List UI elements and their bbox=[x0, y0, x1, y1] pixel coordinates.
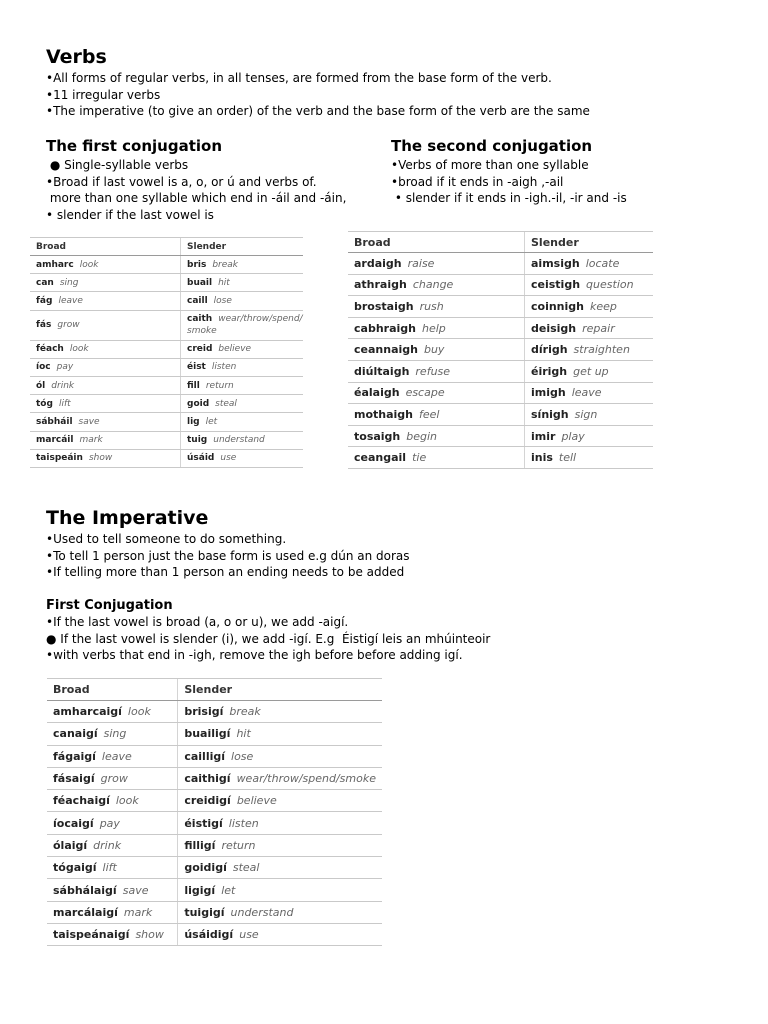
broad-cell bbox=[348, 447, 525, 469]
note-line: ● Single-syllable verbs bbox=[46, 158, 189, 172]
note-line: •Broad if last vowel is a, o, or ú and verbs of. bbox=[46, 174, 317, 189]
irish-verb: aimsigh bbox=[531, 256, 580, 270]
irish-verb: sábhálaigí bbox=[53, 883, 117, 897]
english-gloss: tell bbox=[558, 451, 577, 465]
table-header-row bbox=[47, 679, 382, 701]
irish-verb: caithigí bbox=[184, 772, 231, 786]
english-gloss: look bbox=[127, 705, 151, 719]
english-gloss: drink bbox=[93, 838, 122, 852]
slender-cell bbox=[525, 253, 654, 275]
slender-cell bbox=[181, 449, 304, 467]
slender-cell bbox=[178, 723, 382, 745]
broad-cell bbox=[47, 767, 178, 789]
table-row bbox=[47, 923, 382, 945]
table-row bbox=[47, 767, 382, 789]
irish-verb: ólaigí bbox=[53, 838, 88, 852]
slender-cell bbox=[178, 745, 382, 767]
english-gloss: mark bbox=[123, 905, 153, 919]
column-header-slender: Slender bbox=[181, 238, 304, 256]
imperative-subheading: First Conjugation bbox=[46, 598, 173, 613]
slender-cell bbox=[181, 413, 304, 431]
note-line: more than one syllable which end in -áil and -áin, bbox=[46, 191, 347, 205]
english-gloss: break bbox=[212, 259, 239, 270]
irish-verb: sínigh bbox=[531, 407, 569, 421]
slender-cell bbox=[181, 310, 304, 340]
first-conjugation-heading: The first conjugation bbox=[46, 137, 222, 155]
english-gloss: lift bbox=[102, 861, 117, 875]
irish-verb: tuigigí bbox=[184, 905, 225, 919]
broad-cell bbox=[348, 317, 525, 339]
irish-verb: athraigh bbox=[354, 278, 407, 292]
second-conjugation-heading: The second conjugation bbox=[391, 137, 593, 155]
irish-verb: goid bbox=[187, 398, 210, 409]
bullet-line: •Used to tell someone to do something. bbox=[46, 532, 287, 546]
slender-cell bbox=[178, 901, 382, 923]
broad-cell bbox=[47, 901, 178, 923]
irish-verb: éalaigh bbox=[354, 386, 400, 400]
english-gloss: get up bbox=[573, 364, 609, 378]
english-gloss: sing bbox=[59, 277, 79, 288]
slender-cell bbox=[525, 317, 654, 339]
broad-cell bbox=[348, 274, 525, 296]
irish-verb: marcáil bbox=[36, 435, 74, 446]
broad-cell bbox=[47, 745, 178, 767]
broad-cell bbox=[30, 256, 181, 274]
slender-cell bbox=[525, 382, 654, 404]
table-row bbox=[348, 447, 653, 469]
table-row bbox=[348, 317, 653, 339]
english-gloss: use bbox=[220, 453, 237, 464]
irish-verb: coinnigh bbox=[531, 299, 584, 313]
broad-cell bbox=[348, 360, 525, 382]
english-gloss: understand bbox=[213, 435, 265, 446]
table-row bbox=[30, 431, 303, 449]
table-row bbox=[47, 723, 382, 745]
second-conjugation-notes bbox=[391, 157, 627, 207]
table-row bbox=[30, 340, 303, 358]
irish-verb: ól bbox=[36, 380, 46, 391]
irish-verb: tóg bbox=[36, 398, 53, 409]
irish-verb: canaigí bbox=[53, 727, 98, 741]
first-conjugation-notes bbox=[46, 157, 346, 223]
broad-cell bbox=[30, 449, 181, 467]
irish-verb: inis bbox=[531, 451, 553, 465]
slender-cell bbox=[178, 790, 382, 812]
irish-verb: marcálaigí bbox=[53, 905, 118, 919]
table-row bbox=[348, 339, 653, 361]
slender-cell bbox=[178, 923, 382, 945]
broad-cell bbox=[30, 340, 181, 358]
irish-verb: imigh bbox=[531, 386, 566, 400]
english-gloss: leave bbox=[571, 386, 602, 400]
irish-verb: buail bbox=[187, 277, 213, 288]
table-header-row bbox=[348, 232, 653, 253]
irish-verb: goidigí bbox=[184, 861, 227, 875]
english-gloss: save bbox=[78, 416, 100, 427]
english-gloss: believe bbox=[236, 794, 277, 808]
english-gloss: buy bbox=[423, 343, 445, 357]
table-row bbox=[30, 358, 303, 376]
english-gloss: let bbox=[221, 883, 236, 897]
broad-cell bbox=[348, 382, 525, 404]
irish-verb: éist bbox=[187, 362, 206, 373]
broad-cell bbox=[348, 339, 525, 361]
rule-line: ● If the last vowel is slender (i), we add -igí. E.g Éistigí leis an mhúinteoir bbox=[46, 631, 491, 646]
irish-verb: íoc bbox=[36, 362, 51, 373]
slender-cell bbox=[525, 274, 654, 296]
english-gloss: listen bbox=[211, 362, 237, 373]
bullet-line: •If telling more than 1 person an ending needs to be added bbox=[46, 565, 405, 579]
irish-verb: úsáidigí bbox=[184, 928, 234, 942]
table-row bbox=[30, 310, 303, 340]
slender-cell bbox=[181, 395, 304, 413]
english-gloss: grow bbox=[100, 772, 128, 786]
table-row bbox=[47, 857, 382, 879]
bullet-line: •The imperative (to give an order) of the verb and the base form of the verb are the same bbox=[46, 104, 590, 118]
english-gloss: feel bbox=[419, 407, 440, 421]
english-gloss: grow bbox=[57, 320, 80, 331]
english-gloss: use bbox=[239, 928, 259, 942]
slender-cell bbox=[181, 340, 304, 358]
english-gloss: rush bbox=[419, 299, 444, 313]
slender-cell bbox=[178, 857, 382, 879]
english-gloss: break bbox=[229, 705, 261, 719]
slender-cell bbox=[181, 274, 304, 292]
table-row bbox=[47, 790, 382, 812]
english-gloss: look bbox=[115, 794, 139, 808]
table-row bbox=[30, 256, 303, 274]
table-row bbox=[348, 274, 653, 296]
rule-line: •with verbs that end in -igh, remove the igh before before adding igí. bbox=[46, 648, 463, 662]
english-gloss: wear/throw/spend/ smoke bbox=[187, 314, 303, 337]
english-gloss: steal bbox=[215, 398, 237, 409]
irish-verb: bris bbox=[187, 259, 207, 270]
table-row bbox=[348, 296, 653, 318]
irish-verb: ardaigh bbox=[354, 256, 402, 270]
irish-verb: brisigí bbox=[184, 705, 224, 719]
irish-verb: ceangail bbox=[354, 451, 407, 465]
english-gloss: lose bbox=[213, 295, 232, 306]
english-gloss: locate bbox=[585, 256, 620, 270]
broad-cell bbox=[47, 857, 178, 879]
english-gloss: change bbox=[412, 278, 454, 292]
slender-cell bbox=[525, 339, 654, 361]
english-gloss: let bbox=[205, 416, 218, 427]
irish-verb: tuig bbox=[187, 435, 208, 446]
broad-cell bbox=[348, 296, 525, 318]
table-row bbox=[348, 253, 653, 275]
irish-verb: cailligí bbox=[184, 749, 226, 763]
column-header-broad: Broad bbox=[348, 232, 525, 253]
english-gloss: sign bbox=[574, 407, 598, 421]
note-line: •Verbs of more than one syllable bbox=[391, 158, 589, 172]
slender-cell bbox=[178, 701, 382, 723]
broad-cell bbox=[47, 790, 178, 812]
broad-cell bbox=[348, 425, 525, 447]
irish-verb: amharc bbox=[36, 259, 74, 270]
broad-cell bbox=[47, 923, 178, 945]
irish-verb: fás bbox=[36, 320, 52, 331]
table-row bbox=[348, 404, 653, 426]
irish-verb: ceistigh bbox=[531, 278, 581, 292]
english-gloss: wear/throw/spend/smoke bbox=[236, 772, 376, 786]
imperative-heading: The Imperative bbox=[46, 507, 209, 529]
bullet-line: •To tell 1 person just the base form is used e.g dún an doras bbox=[46, 548, 410, 563]
irish-verb: éirigh bbox=[531, 364, 568, 378]
irish-verb: taispeáin bbox=[36, 453, 83, 464]
broad-cell bbox=[47, 812, 178, 834]
irish-verb: úsáid bbox=[187, 453, 215, 464]
slender-cell bbox=[178, 879, 382, 901]
table-row bbox=[30, 395, 303, 413]
english-gloss: show bbox=[88, 453, 113, 464]
irish-verb: fágaigí bbox=[53, 749, 96, 763]
irish-verb: creid bbox=[187, 344, 213, 355]
irish-verb: ligigí bbox=[184, 883, 216, 897]
irish-verb: ceannaigh bbox=[354, 343, 418, 357]
broad-cell bbox=[30, 376, 181, 394]
slender-cell bbox=[181, 256, 304, 274]
table-header-row bbox=[30, 238, 303, 256]
slender-cell bbox=[181, 431, 304, 449]
broad-cell bbox=[348, 253, 525, 275]
irish-verb: amharcaigí bbox=[53, 705, 122, 719]
english-gloss: believe bbox=[218, 344, 252, 355]
english-gloss: raise bbox=[407, 256, 435, 270]
english-gloss: keep bbox=[590, 299, 617, 313]
column-header-slender: Slender bbox=[178, 679, 382, 701]
broad-cell bbox=[47, 701, 178, 723]
table-row bbox=[348, 425, 653, 447]
english-gloss: escape bbox=[405, 386, 445, 400]
irish-verb: fásaigí bbox=[53, 772, 95, 786]
english-gloss: pay bbox=[56, 362, 74, 373]
english-gloss: refuse bbox=[415, 364, 451, 378]
irish-verb: taispeánaigí bbox=[53, 928, 130, 942]
broad-cell bbox=[47, 879, 178, 901]
table-row bbox=[47, 812, 382, 834]
broad-cell bbox=[47, 723, 178, 745]
broad-cell bbox=[30, 274, 181, 292]
slender-cell bbox=[525, 404, 654, 426]
english-gloss: steal bbox=[232, 861, 260, 875]
verbs-bullets bbox=[46, 70, 590, 120]
english-gloss: return bbox=[221, 838, 256, 852]
slender-cell bbox=[181, 376, 304, 394]
imperative-rules bbox=[46, 614, 490, 664]
irish-verb: tosaigh bbox=[354, 429, 401, 443]
table-row bbox=[47, 901, 382, 923]
rule-line: •If the last vowel is broad (a, o or u), we add -aigí. bbox=[46, 615, 349, 629]
slender-cell bbox=[525, 360, 654, 382]
irish-verb: féach bbox=[36, 344, 64, 355]
table-row bbox=[348, 382, 653, 404]
table-row bbox=[47, 834, 382, 856]
irish-verb: filligí bbox=[184, 838, 216, 852]
note-line: • slender if the last vowel is bbox=[46, 207, 214, 222]
irish-verb: brostaigh bbox=[354, 299, 414, 313]
table-row bbox=[348, 360, 653, 382]
slender-cell bbox=[178, 767, 382, 789]
irish-verb: can bbox=[36, 277, 54, 288]
broad-cell bbox=[30, 310, 181, 340]
column-header-broad: Broad bbox=[47, 679, 178, 701]
irish-verb: creidigí bbox=[184, 794, 231, 808]
english-gloss: sing bbox=[103, 727, 127, 741]
table-row bbox=[30, 376, 303, 394]
irish-verb: éistigí bbox=[184, 816, 223, 830]
english-gloss: save bbox=[122, 883, 149, 897]
broad-cell bbox=[30, 395, 181, 413]
irish-verb: féachaigí bbox=[53, 794, 110, 808]
irish-verb: diúltaigh bbox=[354, 364, 410, 378]
english-gloss: repair bbox=[582, 321, 615, 335]
table-row bbox=[30, 274, 303, 292]
english-gloss: lift bbox=[58, 398, 71, 409]
slender-cell bbox=[525, 425, 654, 447]
english-gloss: leave bbox=[101, 749, 132, 763]
table-row bbox=[47, 701, 382, 723]
irish-verb: mothaigh bbox=[354, 407, 414, 421]
second-conjugation-table bbox=[348, 231, 653, 469]
irish-verb: tógaigí bbox=[53, 861, 97, 875]
first-conjugation-table bbox=[30, 237, 303, 468]
english-gloss: look bbox=[69, 344, 89, 355]
table-row bbox=[47, 879, 382, 901]
irish-verb: imir bbox=[531, 429, 556, 443]
english-gloss: mark bbox=[79, 435, 103, 446]
english-gloss: play bbox=[561, 429, 585, 443]
english-gloss: listen bbox=[228, 816, 259, 830]
bullet-line: •11 irregular verbs bbox=[46, 87, 161, 102]
broad-cell bbox=[30, 358, 181, 376]
slender-cell bbox=[181, 358, 304, 376]
imperative-table bbox=[47, 678, 382, 946]
broad-cell bbox=[47, 834, 178, 856]
english-gloss: pay bbox=[99, 816, 120, 830]
slender-cell bbox=[525, 296, 654, 318]
english-gloss: hit bbox=[218, 277, 230, 288]
slender-cell bbox=[178, 834, 382, 856]
table-row bbox=[30, 413, 303, 431]
note-line: •broad if it ends in -aigh ,-ail bbox=[391, 174, 564, 189]
irish-verb: cabhraigh bbox=[354, 321, 416, 335]
imperative-bullets bbox=[46, 531, 410, 581]
irish-verb: dírigh bbox=[531, 343, 568, 357]
irish-verb: lig bbox=[187, 416, 200, 427]
english-gloss: tie bbox=[412, 451, 427, 465]
page-title: Verbs bbox=[46, 46, 107, 68]
column-header-slender: Slender bbox=[525, 232, 654, 253]
irish-verb: íocaigí bbox=[53, 816, 94, 830]
table-row bbox=[47, 745, 382, 767]
broad-cell bbox=[30, 413, 181, 431]
english-gloss: show bbox=[135, 928, 164, 942]
column-header-broad: Broad bbox=[30, 238, 181, 256]
broad-cell bbox=[30, 292, 181, 310]
english-gloss: lose bbox=[231, 749, 254, 763]
english-gloss: straighten bbox=[573, 343, 630, 357]
broad-cell bbox=[30, 431, 181, 449]
irish-verb: caill bbox=[187, 295, 208, 306]
irish-verb: buailigí bbox=[184, 727, 231, 741]
english-gloss: help bbox=[421, 321, 446, 335]
english-gloss: understand bbox=[230, 905, 294, 919]
irish-verb: deisigh bbox=[531, 321, 577, 335]
irish-verb: fág bbox=[36, 295, 53, 306]
table-row bbox=[30, 449, 303, 467]
slender-cell bbox=[525, 447, 654, 469]
english-gloss: drink bbox=[51, 380, 75, 391]
bullet-line: •All forms of regular verbs, in all tenses, are formed from the base form of the verb. bbox=[46, 71, 552, 85]
english-gloss: question bbox=[586, 278, 634, 292]
broad-cell bbox=[348, 404, 525, 426]
english-gloss: hit bbox=[236, 727, 251, 741]
slender-cell bbox=[181, 292, 304, 310]
note-line: • slender if it ends in -igh.-il, -ir and -is bbox=[391, 191, 627, 205]
english-gloss: begin bbox=[406, 429, 438, 443]
english-gloss: return bbox=[205, 380, 234, 391]
english-gloss: leave bbox=[58, 295, 83, 306]
slender-cell bbox=[178, 812, 382, 834]
irish-verb: fill bbox=[187, 380, 200, 391]
irish-verb: caith bbox=[187, 314, 213, 325]
irish-verb: sábháil bbox=[36, 416, 73, 427]
english-gloss: look bbox=[79, 259, 99, 270]
table-row bbox=[30, 292, 303, 310]
